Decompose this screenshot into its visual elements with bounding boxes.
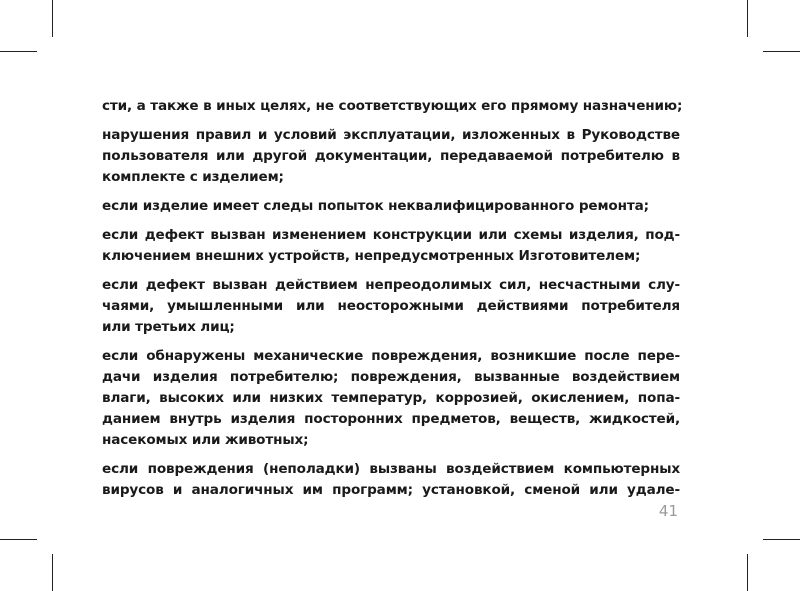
- paragraph-line: данием внутрь изделия посторонних предметов, веществ, жидкостей,: [102, 411, 680, 427]
- warranty-exclusion-paragraph: [102, 225, 680, 267]
- paragraph-line: ключением внешних устройств, непредусмотренных Изготовителем;: [102, 248, 641, 264]
- warranty-exclusion-paragraph: [102, 459, 680, 501]
- paragraph-line: если дефект вызван изменением конструкции или схемы изделия, под-: [102, 227, 680, 243]
- paragraph-line: сти, а также в иных целях, не соответствующих его прямому назначению;: [102, 98, 683, 114]
- paragraph-line: чаями, умышленными или неосторожными действиями потребителя: [102, 298, 680, 314]
- crop-mark-bottom-right-horizontal: [763, 539, 800, 540]
- crop-mark-top-right-horizontal: [763, 51, 800, 52]
- paragraph-line: если изделие имеет следы попыток неквалифицированного ремонта;: [102, 198, 649, 214]
- paragraph-line: насекомых или животных;: [102, 432, 309, 448]
- crop-mark-top-left-horizontal: [0, 51, 37, 52]
- warranty-exclusion-paragraph: [102, 196, 680, 217]
- paragraph-line: вирусов и аналогичных им программ; установкой, сменой или удале-: [102, 482, 680, 498]
- paragraph-line: дачи изделия потребителю; повреждения, вызванные воздействием: [102, 369, 680, 385]
- paragraph-line: если обнаружены механические повреждения, возникшие после пере-: [102, 348, 680, 364]
- warranty-exclusion-paragraph: [102, 96, 683, 117]
- paragraph-line: нарушения правил и условий эксплуатации, изложенных в Руководстве: [102, 127, 680, 143]
- crop-mark-bottom-left-horizontal: [0, 539, 37, 540]
- warranty-exclusion-paragraph: [102, 346, 680, 451]
- page-body: [102, 96, 683, 509]
- page-number: 41: [658, 502, 678, 520]
- crop-mark-top-right-vertical: [747, 0, 748, 37]
- paragraph-line: влаги, высоких или низких температур, коррозией, окислением, попа-: [102, 390, 680, 406]
- paragraph-line: комплекте с изделием;: [102, 169, 284, 185]
- paragraph-line: если дефект вызван действием непреодолимых сил, несчастными слу-: [102, 277, 680, 293]
- warranty-exclusion-paragraph: [102, 125, 680, 188]
- warranty-exclusion-paragraph: [102, 275, 680, 338]
- paragraph-line: если повреждения (неполадки) вызваны воздействием компьютерных: [102, 461, 680, 477]
- paragraph-line: или третьих лиц;: [102, 319, 235, 335]
- paragraph-line: пользователя или другой документации, передаваемой потребителю в: [102, 148, 680, 164]
- crop-mark-bottom-right-vertical: [747, 554, 748, 591]
- crop-mark-top-left-vertical: [52, 0, 53, 37]
- crop-mark-bottom-left-vertical: [52, 554, 53, 591]
